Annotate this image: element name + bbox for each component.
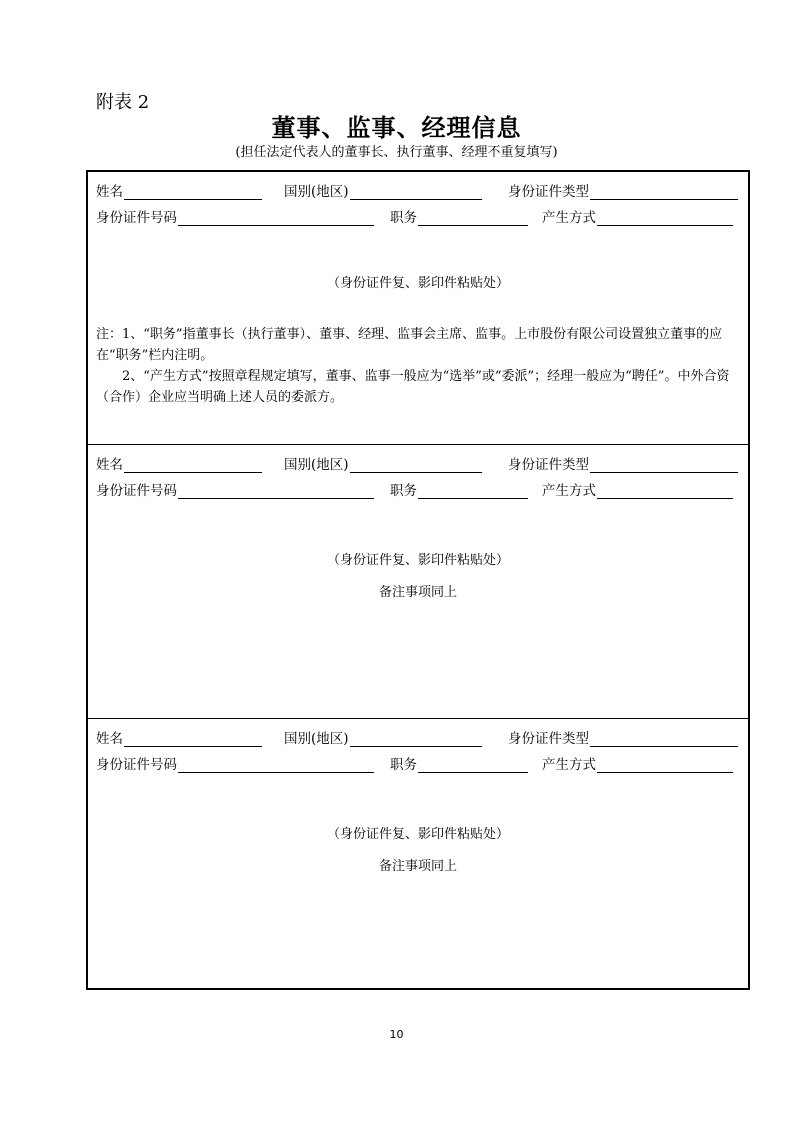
id-number-blank[interactable] [178,758,374,773]
id-photo-paste-area: （身份证件复、影印件粘贴处） [326,276,509,291]
page-number: 10 [389,1028,404,1041]
person-section-3 [88,718,748,990]
form-table [86,170,750,990]
country-field[interactable] [284,453,482,473]
id-type-field[interactable] [508,453,738,473]
appointment-method-field[interactable] [542,479,733,499]
position-blank[interactable] [418,758,528,773]
appointment-method-blank[interactable] [597,758,733,773]
id-type-label: 身份证件类型 [508,184,589,200]
id-number-field[interactable] [96,479,374,499]
country-field[interactable] [284,180,482,200]
country-blank[interactable] [350,185,482,200]
id-number-field[interactable] [96,753,374,773]
name-blank[interactable] [124,732,262,747]
page-title: 董事、监事、经理信息 [271,113,522,142]
remark-same-as-above: 备注事项同上 [378,859,457,874]
position-field[interactable] [390,479,528,499]
id-type-label: 身份证件类型 [508,731,589,747]
name-label: 姓名 [96,184,123,200]
appointment-method-label: 产生方式 [542,483,596,499]
appointment-method-field[interactable] [542,206,733,226]
id-number-blank[interactable] [178,211,374,226]
position-label: 职务 [390,757,417,773]
id-number-field[interactable] [96,206,374,226]
id-type-label: 身份证件类型 [508,457,589,473]
appointment-method-blank[interactable] [597,484,733,499]
country-label: 国别(地区) [284,184,349,200]
name-field[interactable] [96,180,262,200]
id-number-label: 身份证件号码 [96,210,177,226]
country-label: 国别(地区) [284,457,349,473]
note-2: 2、“产生方式”按照章程规定填写，董事、监事一般应为“选举”或“委派”；经理一般应为“聘任”。中外合资（合作）企业应当明确上述人员的委派方。 [96,369,730,405]
id-number-label: 身份证件号码 [96,757,177,773]
position-field[interactable] [390,753,528,773]
name-label: 姓名 [96,457,123,473]
notes [96,324,740,408]
appointment-method-label: 产生方式 [542,757,596,773]
position-field[interactable] [390,206,528,226]
id-type-field[interactable] [508,180,738,200]
appendix-label: 附表 2 [96,92,150,113]
position-label: 职务 [390,483,417,499]
id-photo-paste-area: （身份证件复、影印件粘贴处） [326,553,509,568]
id-type-field[interactable] [508,727,738,747]
country-label: 国别(地区) [284,731,349,747]
id-number-blank[interactable] [178,484,374,499]
name-field[interactable] [96,727,262,747]
page-subtitle: (担任法定代表人的董事长、执行董事、经理不重复填写) [235,145,558,160]
id-number-label: 身份证件号码 [96,483,177,499]
note-1: 注：1、“职务”指董事长（执行董事）、董事、经理、监事会主席、监事。上市股份有限公司设置独立董事的应在“职务”栏内注明。 [96,327,723,363]
position-blank[interactable] [418,211,528,226]
id-type-blank[interactable] [590,458,738,473]
position-blank[interactable] [418,484,528,499]
position-label: 职务 [390,210,417,226]
name-blank[interactable] [124,458,262,473]
appointment-method-label: 产生方式 [542,210,596,226]
country-blank[interactable] [350,732,482,747]
remark-same-as-above: 备注事项同上 [378,585,457,600]
id-type-blank[interactable] [590,185,738,200]
name-field[interactable] [96,453,262,473]
person-section-1 [88,172,748,444]
appointment-method-blank[interactable] [597,211,733,226]
id-photo-paste-area: （身份证件复、影印件粘贴处） [326,827,509,842]
name-blank[interactable] [124,185,262,200]
country-blank[interactable] [350,458,482,473]
person-section-2 [88,444,748,718]
id-type-blank[interactable] [590,732,738,747]
name-label: 姓名 [96,731,123,747]
country-field[interactable] [284,727,482,747]
appointment-method-field[interactable] [542,753,733,773]
